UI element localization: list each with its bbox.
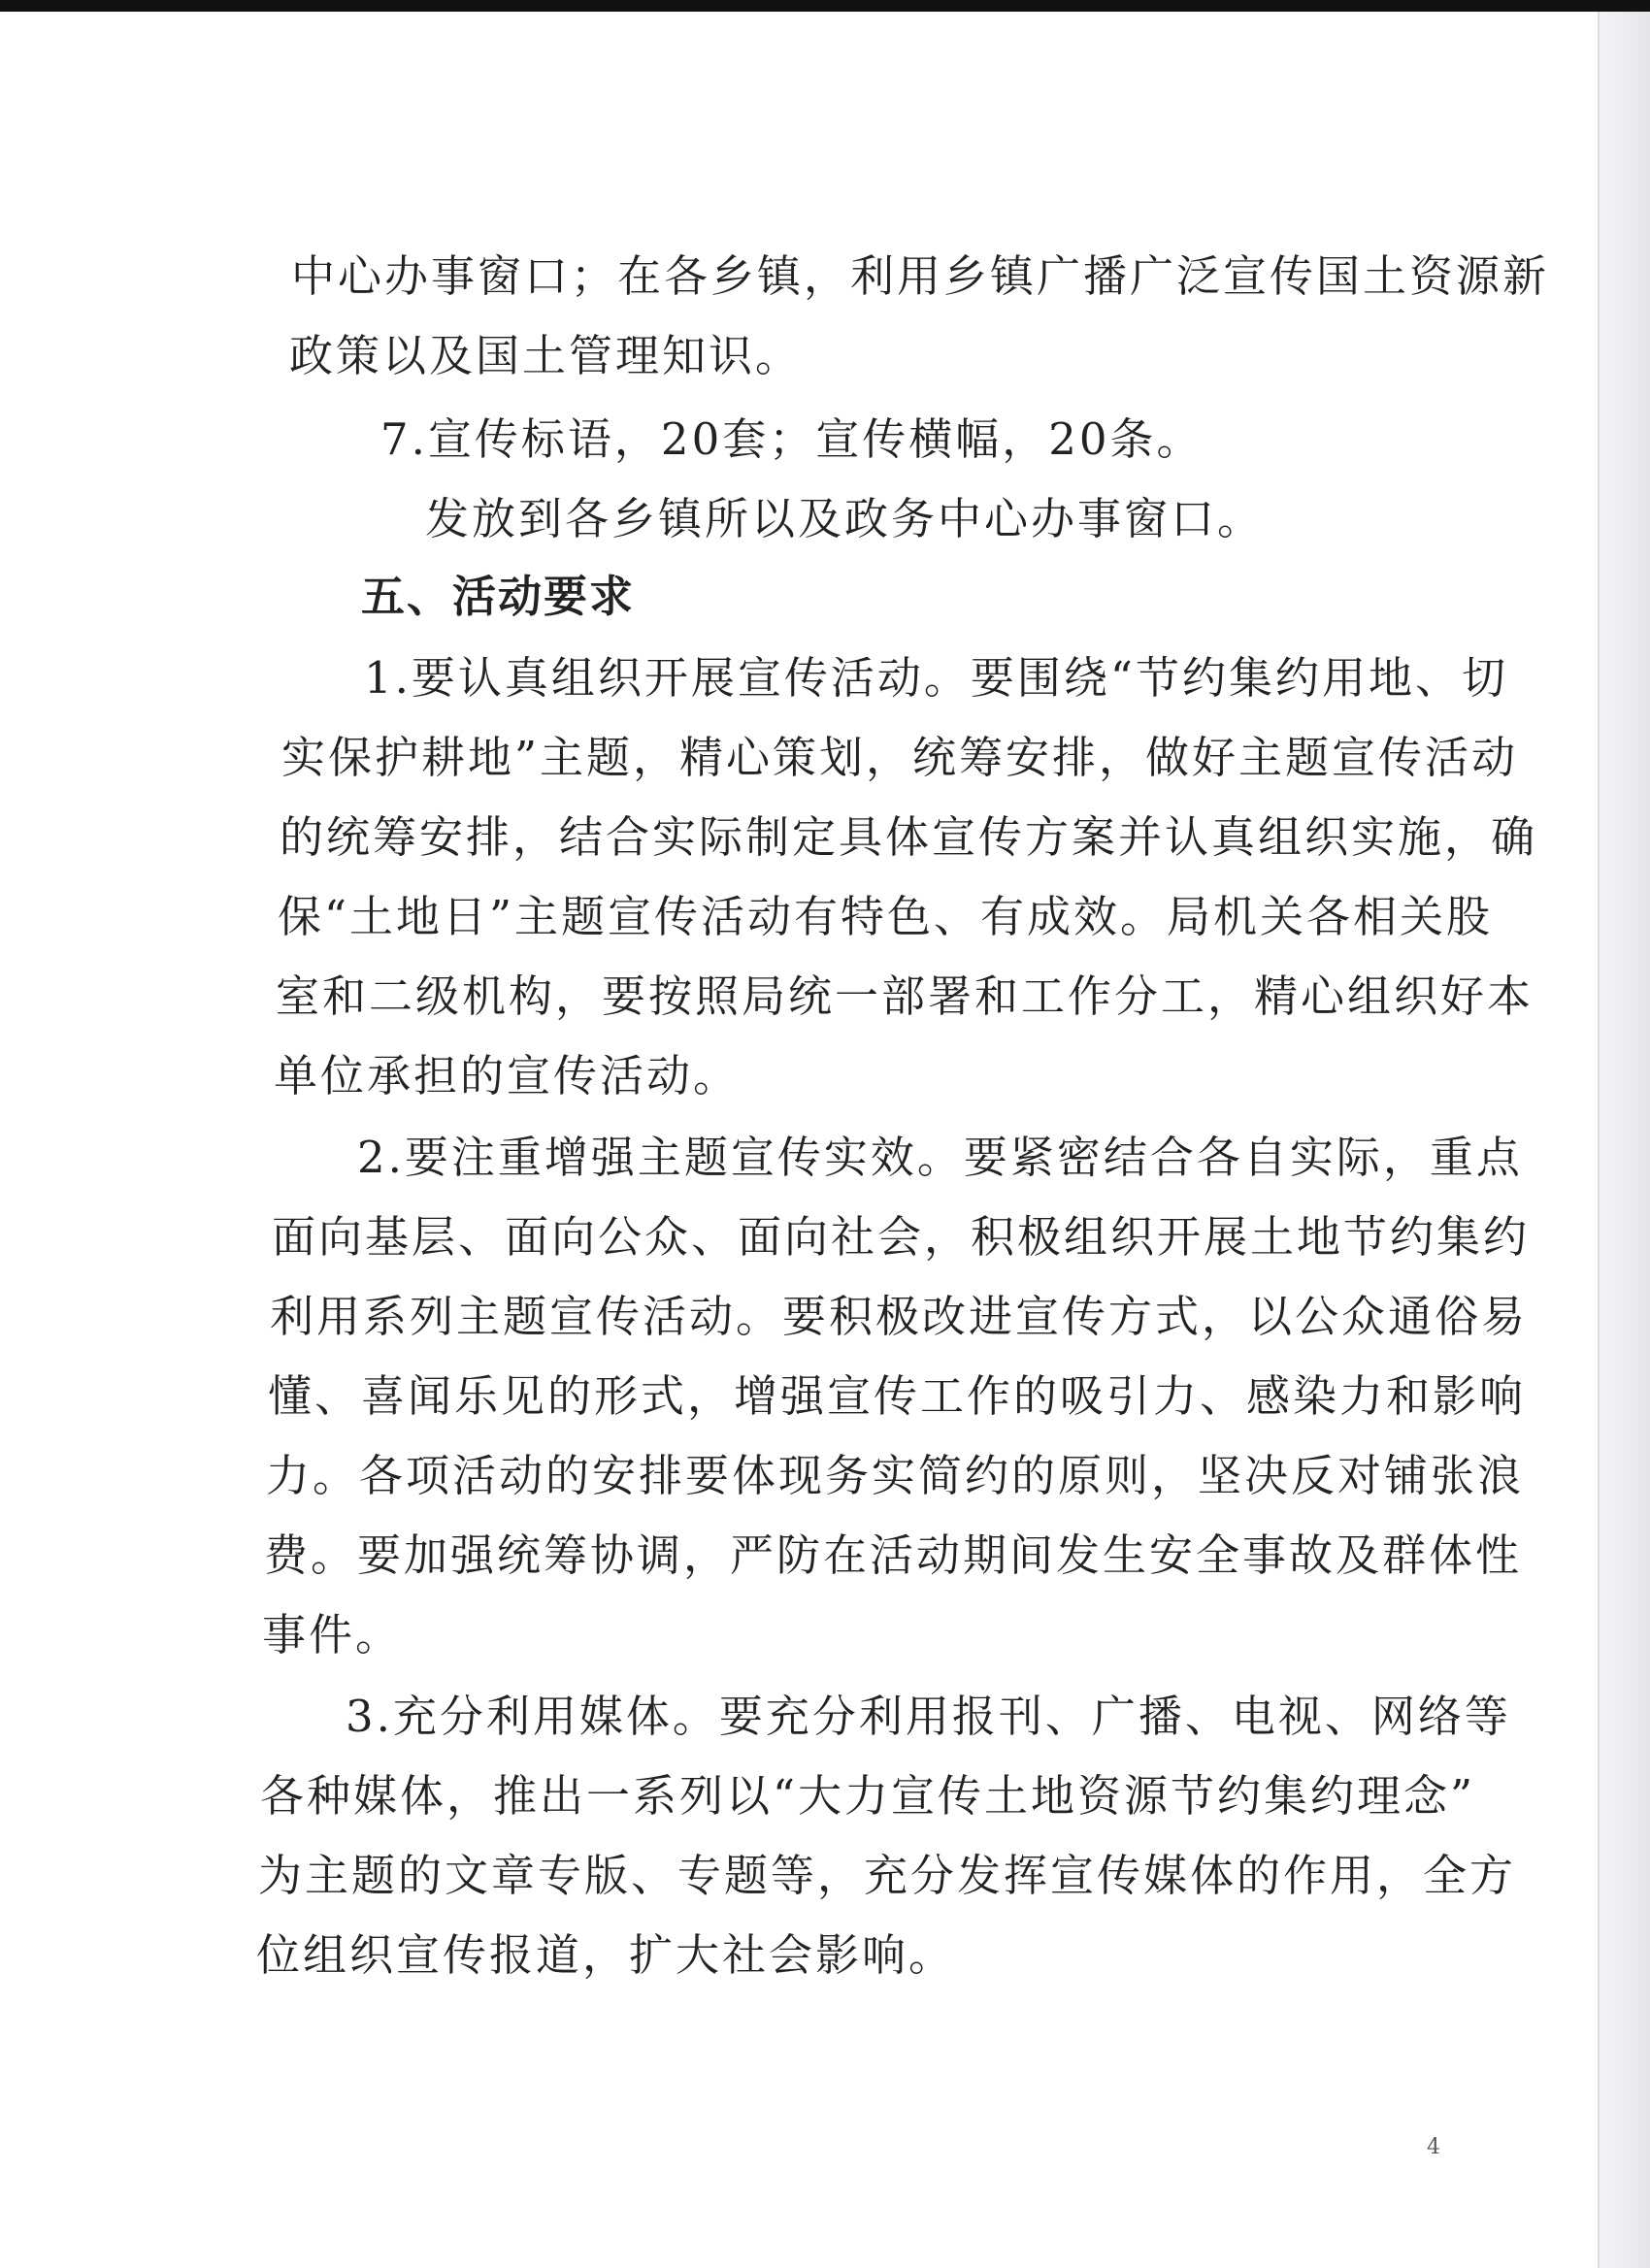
body-line: 3.充分利用媒体。要充分利用报刊、广播、电视、网络等 (346, 1691, 1511, 1742)
body-line: 各种媒体，推出一系列以“大力宣传土地资源节约集约理念” (260, 1770, 1476, 1822)
body-line: 室和二级机构，要按照局统一部署和工作分工，精心组织好本 (276, 970, 1534, 1022)
body-line: 为主题的文章专版、专题等，充分发挥宣传媒体的作用，全方 (258, 1850, 1517, 1901)
body-line: 事件。 (262, 1609, 403, 1660)
body-line: 懂、喜闻乐见的形式，增强宣传工作的吸引力、感染力和影响 (268, 1370, 1527, 1422)
body-line: 2.要注重增强主题宣传实效。要紧密结合各自实际，重点 (357, 1132, 1523, 1183)
body-line: 政策以及国土管理知识。 (289, 330, 803, 381)
body-line: 力。各项活动的安排要体现务实简约的原则，坚决反对铺张浪 (266, 1450, 1525, 1501)
body-line: 利用系列主题宣传活动。要积极改进宣传方式，以公众通俗易 (270, 1291, 1529, 1342)
body-line: 实保护耕地”主题，精心策划，统筹安排，做好主题宣传活动 (281, 732, 1519, 783)
body-line: 费。要加强统筹协调，严防在活动期间发生安全事故及群体性 (264, 1529, 1523, 1581)
body-line: 保“土地日”主题宣传活动有特色、有成效。局机关各相关股 (278, 891, 1494, 942)
body-line: 位组织宣传报道，扩大社会影响。 (256, 1929, 956, 1981)
list-item: 7.宣传标语，20套；宣传横幅，20条。 (380, 413, 1204, 465)
body-line: 面向基层、面向公众、面向社会，积极组织开展土地节约集约 (272, 1211, 1531, 1263)
body-line: 发放到各乡镇所以及政务中心办事窗口。 (425, 493, 1265, 544)
body-line: 的统筹安排，结合实际制定具体宣传方案并认真组织实施，确 (280, 811, 1538, 863)
section-heading: 五、活动要求 (361, 571, 636, 622)
scan-right-edge (1598, 12, 1650, 2268)
body-line: 单位承担的宣传活动。 (274, 1050, 741, 1101)
page-number: 4 (1427, 2135, 1440, 2159)
body-line: 中心办事窗口；在各乡镇，利用乡镇广播广泛宣传国土资源新 (291, 250, 1550, 302)
body-line: 1.要认真组织开展宣传活动。要围绕“节约集约用地、切 (364, 652, 1508, 704)
